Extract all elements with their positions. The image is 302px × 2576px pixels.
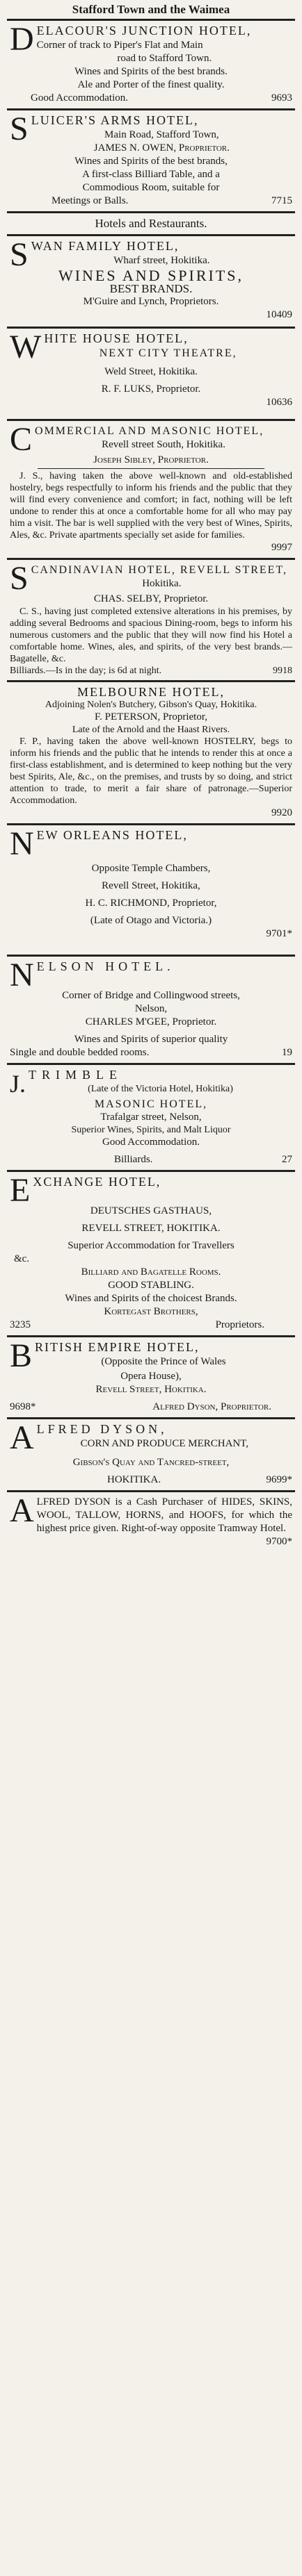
advert-melbourne-hotel	[7, 684, 295, 821]
divider	[7, 19, 295, 21]
divider	[7, 108, 295, 110]
advert-line: Billiards.	[114, 1154, 153, 1165]
advert-line: Superior Wines, Spirits, and Malt Liquor	[71, 1125, 231, 1135]
advert-line: CHAS. SELBY, Proprietor.	[93, 593, 209, 604]
advert-number: 9700*	[266, 1536, 292, 1547]
advert-line: NEXT CITY THEATRE,	[99, 347, 237, 359]
advert-title: HITE HOUSE HOTEL,	[44, 331, 189, 345]
divider	[7, 327, 295, 329]
advert-scandinavian-hotel	[7, 562, 295, 678]
drop-cap: C	[10, 421, 33, 458]
divider	[7, 234, 295, 236]
advert-line: Wharf street, Hokitika.	[113, 255, 210, 266]
advert-line: Wines and Spirits of superior quality	[74, 1034, 228, 1045]
advert-line: Good Accommodation.	[31, 92, 128, 104]
drop-cap: S	[10, 560, 29, 597]
advert-line: Commodious Room, suitable for	[82, 182, 220, 193]
advert-line: Billiards.—Is in the day; is 6d at night.	[10, 666, 162, 676]
section-title: Stafford Town and the Waimea	[72, 3, 230, 16]
advert-line: Trafalgar street, Nelson,	[100, 1112, 202, 1123]
advert-number: 27	[282, 1154, 292, 1165]
divider	[7, 211, 295, 213]
divider	[7, 558, 295, 560]
advert-title: ELSON HOTEL.	[36, 959, 175, 973]
advert-line: Meetings or Balls.	[51, 195, 129, 206]
advert-line: Revell street South, Hokitika.	[102, 439, 225, 450]
advert-exchange-hotel	[7, 1174, 295, 1333]
divider	[7, 955, 295, 957]
advert-title: ELACOUR'S JUNCTION HOTEL,	[36, 24, 252, 38]
advert-line: M'Guire and Lynch, Proprietors.	[83, 296, 219, 307]
drop-cap: S	[10, 236, 29, 273]
advert-line: Corner of track to Piper's Flat and Main	[36, 40, 203, 51]
advert-number: 19	[282, 1047, 292, 1058]
advert-line: F. PETERSON, Proprietor,	[95, 711, 207, 723]
drop-cap: D	[10, 21, 34, 58]
advert-commercial-masonic-hotel	[7, 423, 295, 556]
advert-line: Opera House),	[120, 1371, 182, 1382]
drop-cap: A	[10, 1419, 34, 1456]
advert-line: A first-class Billiard Table, and a	[82, 169, 220, 180]
drop-cap: S	[10, 110, 29, 147]
advert-line: Kortegast Brothers,	[104, 1306, 198, 1317]
drop-cap: N	[10, 825, 34, 862]
advert-line: Late of the Arnold and the Haast Rivers.	[72, 725, 230, 735]
advert-title: MELBOURNE HOTEL,	[77, 685, 225, 699]
advert-title: LFRED DYSON,	[36, 1422, 168, 1436]
divider	[7, 1417, 295, 1419]
advert-body: C. S., having just completed extensive alterations in his premises, by adding several Bedrooms and spacious Dining-room, begs to inform his numerous customers and the public that they will now find his Hotel a comfortable home. Wines, ales, and spirits, of the very best brands.—Bagatelle, &c.	[10, 606, 292, 664]
divider	[7, 823, 295, 825]
divider	[7, 1170, 295, 1172]
advert-line: BEST BRANDS.	[109, 282, 193, 295]
advert-sluicers-arms-hotel	[7, 110, 295, 209]
advert-number: 9693	[271, 92, 292, 104]
advert-number: 9918	[273, 666, 292, 676]
advert-line: HOKITIKA.	[107, 1474, 161, 1485]
advert-title: CANDINAVIAN HOTEL, REVELL STREET,	[31, 564, 288, 576]
advert-number: 9699*	[266, 1474, 292, 1485]
advert-swan-family-hotel	[7, 238, 295, 324]
advert-line: Corner of Bridge and Collingwood streets,	[62, 990, 240, 1001]
advert-line: Main Road, Stafford Town,	[104, 129, 219, 140]
advert-line: REVELL STREET, HOKITIKA.	[81, 1223, 221, 1234]
divider	[7, 1490, 295, 1492]
advert-line: Gibson's Quay and Tancred-street,	[72, 1457, 230, 1468]
advert-title: XCHANGE HOTEL,	[33, 1175, 161, 1189]
advert-line: DEUTSCHES GASTHAUS,	[90, 1205, 212, 1216]
advert-number: 9920	[271, 807, 292, 818]
drop-cap: E	[10, 1172, 31, 1209]
advert-title: EW ORLEANS HOTEL,	[36, 828, 188, 842]
advert-masonic-hotel-nelson	[7, 1067, 295, 1168]
drop-cap: N	[10, 957, 34, 993]
divider	[7, 680, 295, 682]
divider	[7, 1335, 295, 1337]
advert-line: Adjoining Nolen's Butchery, Gibson's Quay, Hokitika.	[45, 700, 257, 710]
advert-line: CHARLES M'GEE, Proprietor.	[85, 1016, 217, 1027]
advert-number: 10409	[266, 309, 292, 320]
advert-new-orleans-hotel	[7, 827, 295, 952]
advert-line: Good Accommodation.	[102, 1137, 200, 1148]
advert-line: Weld Street, Hokitika.	[104, 366, 198, 377]
advert-line: Single and double bedded rooms.	[10, 1047, 150, 1058]
advert-white-house-hotel	[7, 331, 295, 417]
advert-title: LUICER'S ARMS HOTEL,	[31, 113, 199, 127]
newspaper-page	[7, 0, 295, 1550]
advert-line: JAMES N. OWEN, Proprietor.	[93, 142, 230, 154]
drop-cap: W	[10, 329, 42, 365]
advert-line: R. F. LUKS, Proprietor.	[101, 383, 201, 395]
advert-line: Wines and Spirits of the choicest Brands.	[65, 1293, 237, 1304]
advert-line: Billiard and Bagatelle Rooms.	[81, 1266, 221, 1278]
drop-cap: B	[10, 1337, 33, 1374]
advert-line: GOOD STABLING.	[108, 1280, 194, 1291]
advert-line: Wines and Spirits of the best brands.	[74, 66, 228, 77]
advert-line: (Late of Otago and Victoria.)	[90, 915, 212, 926]
advert-alfred-dyson-purchaser	[7, 1494, 295, 1550]
advert-line: MASONIC HOTEL,	[94, 1098, 208, 1110]
section-title: Hotels and Restaurants.	[95, 217, 207, 230]
advert-line: WINES AND SPIRITS,	[58, 267, 244, 284]
advert-line: &c.	[14, 1253, 30, 1264]
advert-line: Wines and Spirits of the best brands,	[74, 156, 228, 167]
advert-title: WAN FAMILY HOTEL,	[31, 239, 180, 253]
advert-line: Nelson,	[134, 1003, 168, 1014]
advert-line: Revell Street, Hokitika.	[95, 1384, 207, 1395]
advert-number: 7715	[271, 195, 292, 206]
drop-cap: A	[10, 1492, 34, 1529]
advert-body: J. S., having taken the above well-known and old-established hostelry, begs respectfully to inform his friends and the public that they will find every convenience and comfort; in fact, nothing will be left undone to render this at once a comfortable home for all who may pay him a visit. The bar is well supplied with the very best of Wines, Spirits, Ales, &c. Private apartments specially set aside for families.	[10, 471, 292, 540]
advert-nelson-hotel	[7, 959, 295, 1061]
advert-number: 9997	[271, 542, 292, 553]
advert-line: Hokitika.	[142, 578, 182, 589]
advert-line: Proprietors.	[215, 1319, 264, 1330]
advert-delacour-junction-hotel	[7, 23, 295, 106]
advert-number: 9701*	[266, 928, 292, 939]
advert-line: Opposite Temple Chambers,	[91, 863, 211, 874]
advert-title: OMMERCIAL AND MASONIC HOTEL,	[35, 425, 264, 437]
advert-title: TRIMBLE	[29, 1068, 123, 1082]
advert-number: 10636	[266, 397, 292, 408]
divider	[7, 419, 295, 421]
drop-cap: J.	[10, 1070, 26, 1098]
advert-number: 3235	[10, 1319, 31, 1330]
advert-title: RITISH EMPIRE HOTEL,	[35, 1340, 200, 1354]
advert-line: CORN AND PRODUCE MERCHANT,	[80, 1438, 249, 1449]
advert-british-empire-hotel	[7, 1339, 295, 1415]
divider	[7, 1063, 295, 1065]
advert-line: Superior Accommodation for Travellers	[67, 1240, 235, 1251]
advert-line: (Opposite the Prince of Wales	[101, 1356, 226, 1367]
advert-line: (Late of the Victoria Hotel, Hokitika)	[88, 1084, 233, 1094]
advert-line: Alfred Dyson, Proprietor.	[152, 1401, 271, 1412]
advert-alfred-dyson-merchant	[7, 1421, 295, 1488]
advert-body: F. P., having taken the above well-known HOSTELRY, begs to inform his friends and the public that he intends to render this at once a first-class establishment, and is determined to keep nothing but the very best Spirits, Ale, &c., on the premises, and trusts by so doing, and strict attention to trade, to merit a fair share of patronage.—Superior Accommodation.	[10, 736, 292, 806]
advert-line: H. C. RICHMOND, Proprietor,	[85, 898, 217, 909]
advert-body: LFRED DYSON is a Cash Purchaser of HIDES, SKINS, WOOL, TALLOW, HORNS, and HOOFS, for which the highest price given. Right-of-way opposite Tramway Hotel.	[36, 1496, 292, 1534]
advert-line: road to Stafford Town.	[117, 53, 212, 64]
advert-line: Joseph Sibley, Proprietor.	[93, 454, 209, 465]
advert-number: 9698*	[10, 1401, 36, 1412]
advert-line: Ale and Porter of the finest quality.	[77, 79, 225, 90]
advert-line: Revell Street, Hokitika,	[102, 880, 200, 891]
